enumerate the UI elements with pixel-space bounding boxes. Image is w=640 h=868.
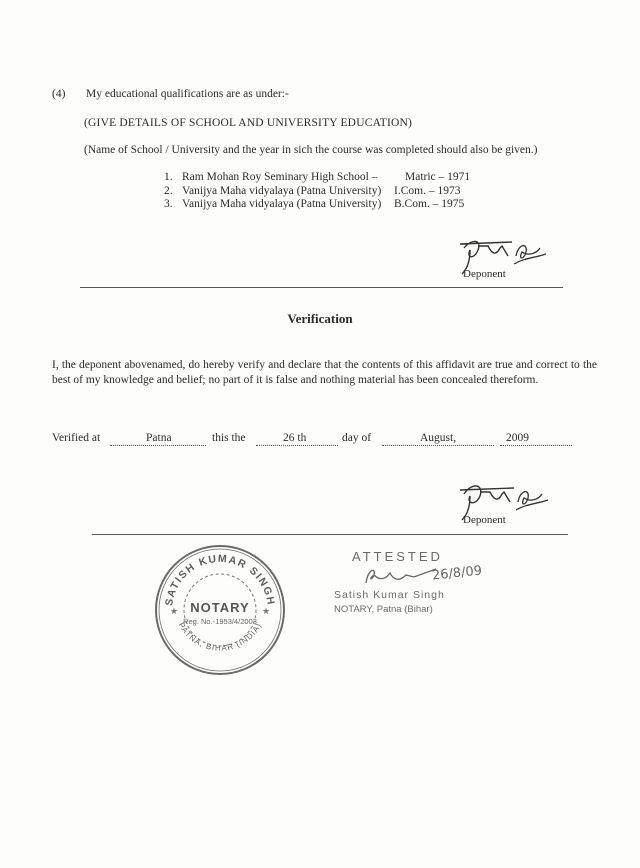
day-dotted-line [256,445,338,446]
section-number: (4) [52,88,66,100]
verified-day: 26 th [283,432,307,444]
seal-reg-number: Reg. No.-1953/4/2003 [183,617,257,626]
attested-stamp: ATTESTED [352,549,443,564]
notary-seal [150,538,290,678]
education-instruction: (GIVE DETAILS OF SCHOOL AND UNIVERSITY EDUCATION) [84,117,413,129]
seal-star-icon: ★ [170,607,179,617]
item-institution: Vanijya Maha vidyalaya (Patna University) [182,198,382,210]
item-degree: B.Com. – 1975 [394,198,465,210]
education-note: (Name of School / University and the year in sich the course was completed should also be given.) [84,144,538,156]
notary-place: NOTARY, Patna (Bihar) [334,604,433,615]
qualifications-intro: My educational qualifications are as under:- [86,88,289,100]
item-degree: Matric – 1971 [405,171,471,183]
verification-heading: Verification [287,311,353,326]
seal-star-icon: ★ [262,607,271,617]
deponent-label-1: Deponent [463,268,506,280]
attested-date: 26/8/09 [431,563,483,584]
place-dotted-line [110,445,206,446]
deponent-label-2: Deponent [463,514,506,526]
verified-month: August, [420,432,457,444]
item-institution: Ram Mohan Roy Seminary High School – [182,171,378,183]
item-institution: Vanijya Maha vidyalaya (Patna University) [182,184,382,197]
seal-bottom-arc: PATNA, BIHAR (INDIA) [176,620,264,653]
this-the-label: this the [212,432,246,444]
year-dotted-line [500,445,572,446]
seal-center-text: NOTARY [190,600,250,615]
item-number: 3. [164,198,173,210]
day-of-label: day of [342,432,372,444]
month-dotted-line [382,445,494,446]
item-number: 1. [164,171,173,183]
notary-signature [360,563,440,589]
verified-place: Patna [146,432,172,444]
separator-line-1 [80,287,563,288]
item-degree: I.Com. – 1973 [394,184,461,197]
verification-body: I, the deponent abovenamed, do hereby verify and declare that the contents of this affidavit are true and correct to the best of my knowledge and belief; no part of it is false and nothing material has been concealed thereform. [52,359,597,386]
verified-year: 2009 [506,432,529,444]
verified-at-label: Verified at [52,432,101,444]
notary-name: Satish Kumar Singh [334,589,445,601]
separator-line-2 [92,534,568,535]
item-number: 2. [164,184,173,197]
seal-top-arc: SATISH KUMAR SINGH [163,552,277,607]
